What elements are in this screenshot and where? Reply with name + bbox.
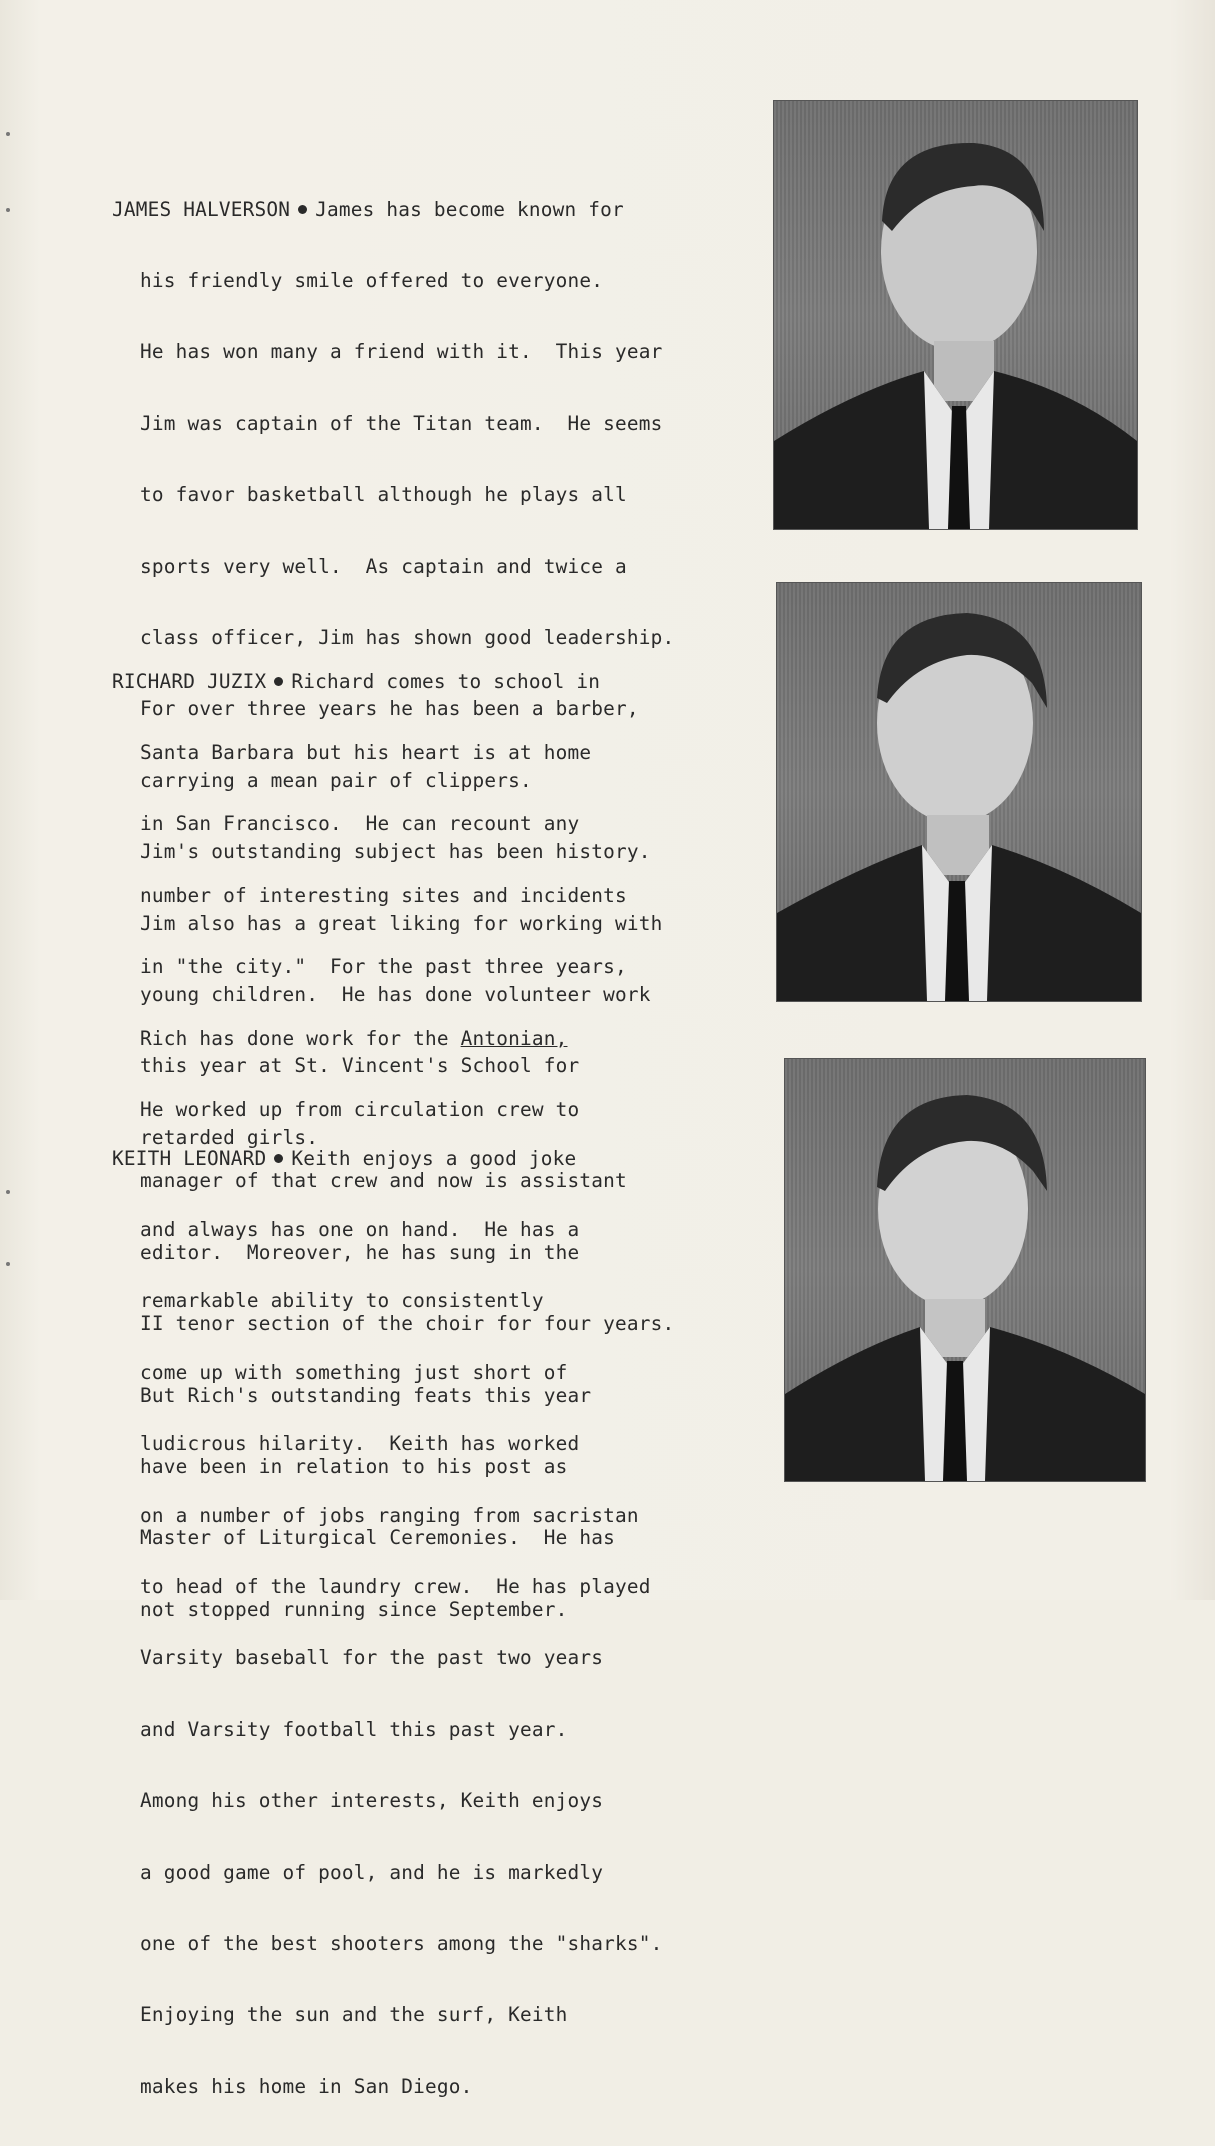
bio-line: and always has one on hand. He has a: [140, 1217, 580, 1241]
bio-line: James has become known for: [315, 197, 624, 221]
bio-line: this year at St. Vincent's School for: [140, 1054, 580, 1078]
bio-line: sports very well. As captain and twice a: [140, 554, 627, 578]
binding-mark: [6, 1262, 10, 1266]
bio-line: to head of the laundry crew. He has played: [140, 1574, 651, 1598]
bio-line: Among his other interests, Keith enjoys: [140, 1789, 604, 1813]
bio-line: class officer, Jim has shown good leadership.: [140, 625, 675, 649]
bio-line: Jim's outstanding subject has been history.: [140, 840, 651, 864]
binding-mark: [6, 132, 10, 136]
bio-line: to favor basketball although he plays all: [140, 483, 627, 507]
bio-line: But Rich's outstanding feats this year: [140, 1383, 592, 1407]
binding-mark: [6, 208, 10, 212]
bio-line: not stopped running since September.: [140, 1597, 568, 1621]
student-name: RICHARD JUZIX: [112, 669, 267, 693]
student-portrait: [776, 582, 1142, 1002]
bio-line: Jim also has a great liking for working with: [140, 911, 663, 935]
bio-line: Varsity baseball for the past two years: [140, 1646, 604, 1670]
student-name: JAMES HALVERSON: [112, 197, 291, 221]
portrait-illustration: [777, 583, 1141, 1001]
portrait-illustration: [774, 101, 1137, 529]
bullet-icon: [298, 205, 307, 214]
bio-line: Enjoying the sun and the surf, Keith: [140, 2003, 568, 2027]
bullet-icon: [274, 1154, 283, 1163]
bio-line: one of the best shooters among the "sharks".: [140, 1931, 663, 1955]
bio-line: ludicrous hilarity. Keith has worked: [140, 1432, 580, 1456]
bio-line: number of interesting sites and incidents: [140, 883, 627, 907]
bio-line: For over three years he has been a barber,: [140, 697, 639, 721]
bio-line: carrying a mean pair of clippers.: [140, 768, 532, 792]
bio-line: his friendly smile offered to everyone.: [140, 268, 604, 292]
bio-line: have been in relation to his post as: [140, 1454, 568, 1478]
bio-line: Rich has done work for the: [140, 1026, 461, 1050]
student-name: KEITH LEONARD: [112, 1146, 267, 1170]
bullet-icon: [274, 677, 283, 686]
bio-entry: [112, 1099, 742, 2146]
bio-line: in "the city." For the past three years,: [140, 955, 627, 979]
bio-line: in San Francisco. He can recount any: [140, 812, 580, 836]
portrait-illustration: [785, 1059, 1145, 1481]
bio-line: a good game of pool, and he is markedly: [140, 1860, 604, 1884]
bio-line: Richard comes to school in: [291, 669, 601, 693]
bio-line: retarded girls.: [140, 1125, 319, 1149]
student-portrait: [773, 100, 1138, 530]
publication-title: Antonian,: [460, 1026, 568, 1050]
bio-line: He worked up from circulation crew to: [140, 1097, 580, 1121]
bio-line: manager of that crew and now is assistant: [140, 1169, 627, 1193]
bio-line: on a number of jobs ranging from sacristan: [140, 1503, 639, 1527]
bio-line: makes his home in San Diego.: [140, 2074, 473, 2098]
bio-line: Master of Liturgical Ceremonies. He has: [140, 1526, 615, 1550]
student-portrait: [784, 1058, 1146, 1482]
bio-line: Keith enjoys a good joke: [291, 1146, 577, 1170]
bio-line: and Varsity football this past year.: [140, 1717, 568, 1741]
bio-line: young children. He has done volunteer work: [140, 982, 651, 1006]
bio-line: Jim was captain of the Titan team. He seems: [140, 411, 663, 435]
bio-line: editor. Moreover, he has sung in the: [140, 1240, 580, 1264]
bio-line: remarkable ability to consistently: [140, 1289, 544, 1313]
bio-line: He has won many a friend with it. This year: [140, 340, 663, 364]
bio-line: Santa Barbara but his heart is at home: [140, 740, 592, 764]
binding-mark: [6, 1190, 10, 1194]
bio-line: come up with something just short of: [140, 1360, 568, 1384]
bio-line: II tenor section of the choir for four years.: [140, 1312, 675, 1336]
